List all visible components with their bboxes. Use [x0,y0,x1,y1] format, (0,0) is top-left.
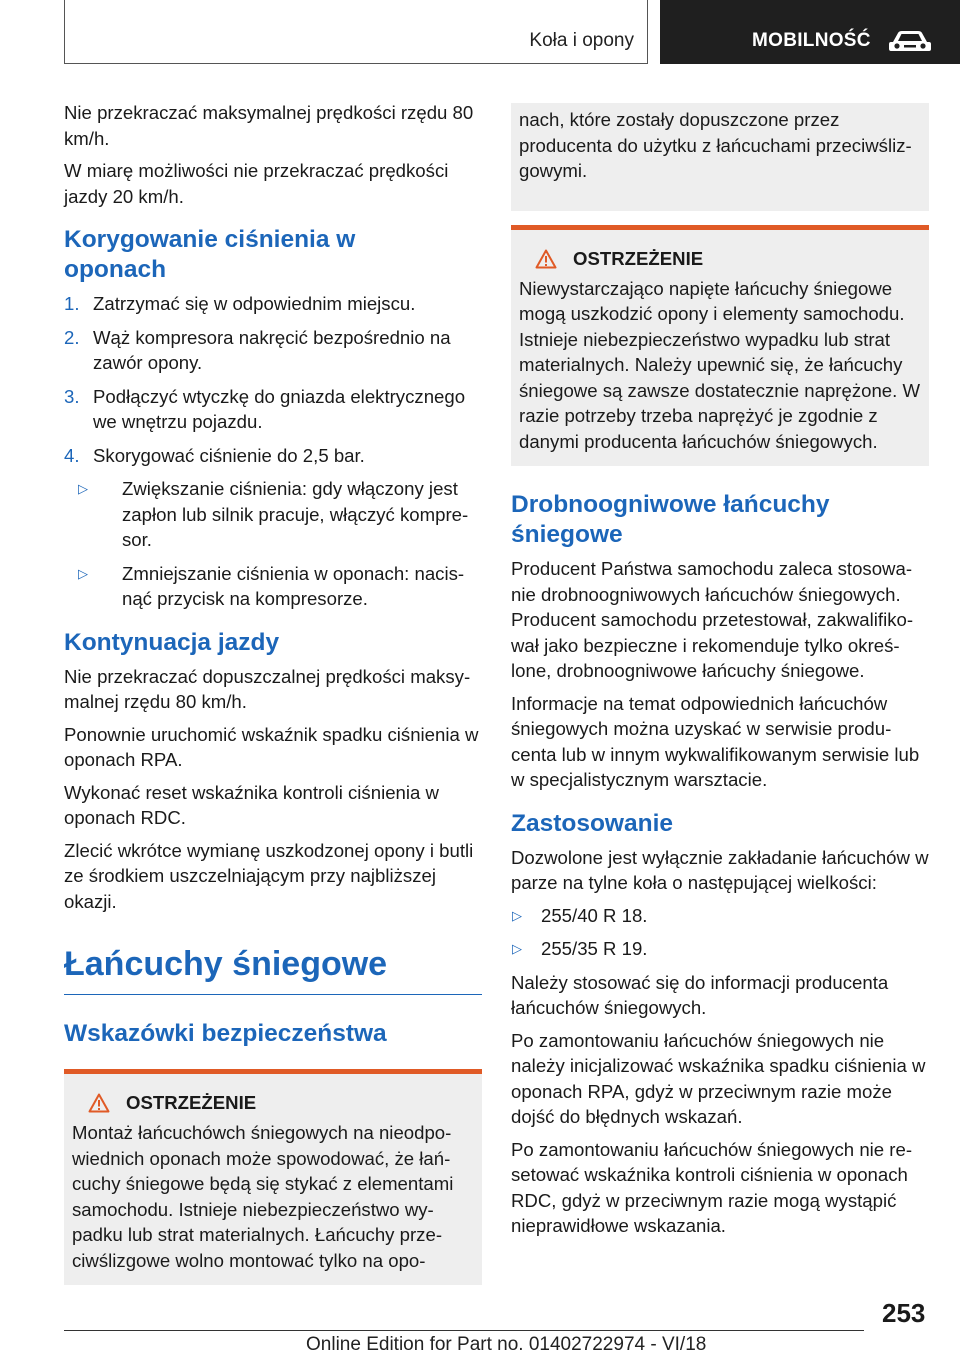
footer-divider [64,1330,864,1331]
right-column [511,103,929,1246]
header-chapter-label: MOBILNOŚĆ [752,30,871,51]
step-text: Skorygować ciśnienie do 2,5 bar. [93,444,365,466]
intro-paragraph: Nie przekraczać maksymalnej prędkości rzędu 80 km/h. [64,102,474,149]
pressure-steps-list [64,291,482,468]
tire-size: 255/40 R 18. [541,904,648,926]
step-number: 2. [64,326,80,348]
paragraph: Dozwolone jest wyłącznie zakładanie łańcuchów w parze na tylne koła o następującej wielkości: [511,846,929,893]
warning-title-text: OSTRZEŻENIE [573,247,704,269]
arrow-bullet-icon: ▷ [512,941,522,956]
warning-text: Niewystarczająco napięte łańcuchy śniegowe mogą uszkodzić opony i elementy samochodu. Istnieje niebezpieczeństwo wypadku lub strat materialnych. Należy upewnić się, że łańcuchy śniegowe są zawsze dostatecznie naprężone. W razie potrzeby trzeba naprężyć je zgodnie z danymi producenta łańcuchów śniegowych. [519,277,921,452]
sub-item-text: Zmniejszanie ciśnienia w oponach: nacisnąć przycisk na kompresorze. [122,562,465,609]
arrow-bullet-icon: ▷ [78,565,88,581]
warning-text: Montaż łańcuchówch śniegowych na nieodpowiednich oponach może spowodować, że łańcuchy śniegowe będą się stykać z elementami samochodu. Istnieje niebezpieczeństwo wypadku lub strat materialnych. Łańcuchy przeciwślizgowe wolno montować tylko na opo- [72,1122,454,1271]
step-text: Zatrzymać się w odpowiednim miejscu. [93,293,416,314]
paragraph: Po zamontowaniu łańcuchów śniegowych nie resetować wskaźnika kontroli ciśnienia w oponach RDC, gdyż w przeciwnym razie mogą wystąpić nieprawidłowe wskazania. [511,1138,913,1236]
car-icon [888,28,932,59]
heading-kontynuacja: Kontynuacja jazdy [64,628,280,656]
warning-triangle-icon [535,249,557,269]
warning-title [519,246,921,272]
step-text: Wąż kompresora nakręcić bezpośrednio na zawór opony. [93,326,451,373]
list-item [64,384,482,435]
list-item [511,936,929,962]
warning-box [64,1069,482,1285]
paragraph: Producent Państwa samochodu zaleca stosowanie drobnoogniwowych łańcuchów śniegowych. Producent samochodu przetestował, zakwalifikował jako bezpieczne i rekomenduje tylko określone, drobnoogniwowe łańcuchy śniegowe. [511,558,914,681]
warning-box-continued [511,103,929,211]
sub-item-text: Zwiększanie ciśnienia: gdy włączony jest zapłon lub silnik pracuje, włączyć kompresor. [122,478,469,550]
tire-size-list [511,903,929,962]
heading-zastosowanie: Zastosowanie [511,809,674,837]
page-number: 253 [882,1298,926,1328]
footer-edition: Online Edition for Part no. 01402722974 - VI/18 [306,1334,707,1355]
paragraph: Należy stosować się do informacji producenta łańcuchów śniegowych. [511,971,889,1018]
header-chapter-tab [660,0,960,64]
header-section-title: Koła i opony [529,30,634,51]
list-item [64,476,482,553]
list-item [64,325,482,376]
heading-korygowanie: Korygowanie ciśnienia w oponach [64,226,356,283]
left-column [64,100,482,1295]
list-item [64,443,482,469]
step-number: 3. [64,385,80,407]
warning-text: nach, które zostały dopuszczone przez producenta do użytku z łańcuchami przeciwślizgowymi. [519,109,912,181]
warning-title-text: OSTRZEŻENIE [126,1092,257,1113]
paragraph: Po zamontowaniu łańcuchów śniegowych nie należy inicjalizować wskaźnika spadku ciśnienia w oponach RPA, gdyż w przeciwnym razie może dojść do błędnych wskazań. [511,1029,926,1127]
heading-wskazowki: Wskazówki bezpieczeństwa [64,1020,387,1047]
paragraph: Nie przekraczać dopuszczalnej prędkości maksymalnej rzędu 80 km/h. [64,665,471,712]
arrow-bullet-icon: ▷ [512,907,522,923]
list-item [64,291,482,317]
warning-title [72,1090,474,1116]
arrow-bullet-icon: ▷ [78,481,88,496]
tire-size: 255/35 R 19. [541,938,648,959]
paragraph: Ponownie uruchomić wskaźnik spadku ciśnienia w oponach RPA. [64,723,479,770]
list-item [64,561,482,612]
intro-paragraph: W miarę możliwości nie przekraczać prędkości jazdy 20 km/h. [64,160,449,207]
step-text: Podłączyć wtyczkę do gniazda elektrycznego we wnętrzu pojazdu. [93,385,466,432]
step-number: 1. [64,293,80,314]
paragraph: Zlecić wkrótce wymianę uszkodzonej opony i butli ze środkiem uszczelniającym przy najbliższej okazji. [64,839,474,912]
warning-box [511,225,929,467]
list-item [511,903,929,929]
heading-drobnoogniwowe: Drobnoogniwowe łańcuchy śniegowe [511,491,830,548]
paragraph: Informacje na temat odpowiednich łańcuchów śniegowych można uzyskać w serwisie producenta lub w innym wykwalifikowanym serwisie lub w specjalistycznym warsztacie. [511,692,920,790]
paragraph: Wykonać reset wskaźnika kontroli ciśnienia w oponach RDC. [64,781,439,828]
heading-lancuchy: Łańcuchy śniegowe [64,942,482,995]
pressure-sub-list [64,476,482,612]
step-number: 4. [64,444,80,466]
warning-triangle-icon [88,1093,110,1113]
